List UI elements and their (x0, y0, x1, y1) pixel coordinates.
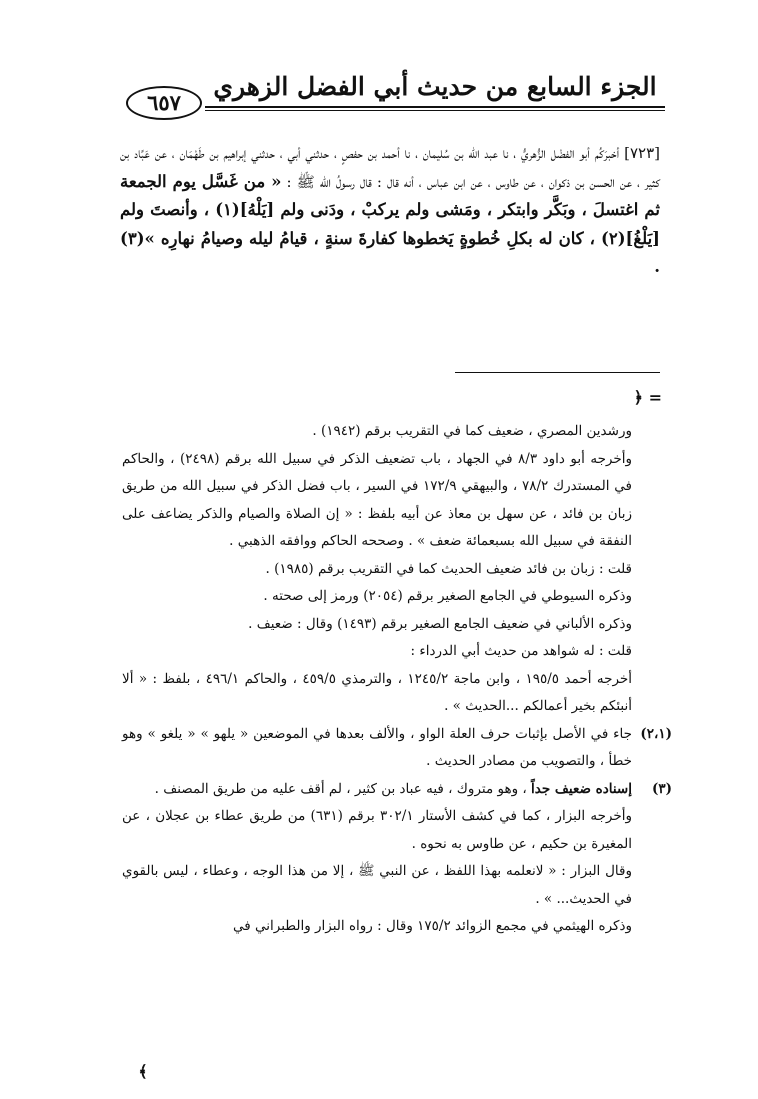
header-rule (205, 106, 665, 108)
footnote-divider (455, 372, 660, 373)
footnote-1-2 (122, 721, 672, 776)
continuation-corner-mark: ﴾ (138, 1062, 148, 1081)
footnote-line: ورشدين المصري ، ضعيف كما في التقريب برقم (١٩٤٢) . (312, 423, 632, 439)
continuation-mark: = ﴿ (633, 388, 662, 407)
isnad-text: [٧٢٣] أخبرَكُم أبو الفضْل الزُّهريُّ ، نا عبد الله بن سُليمان ، نا أحمد بن حفصٍ ، حدثني أبي ، حدثني إبراهيم بن طَهْمَان ، عن عَبَّاد بن كثير ، عن الحسن بن ذكوان ، عن طاوس ، عن ابن عباس ، أنه قال : قال رسولُ الله ﷺ : (120, 144, 660, 191)
footnote-line: وأخرجه أبو داود ٨/٣ في الجهاد ، باب تضعيف الذكر في سبيل الله برقم (٢٤٩٨) ، والحاكم في المستدرك ٧٨/٢ ، والبيهقي ١٧٢/٩ في السير ، باب فضل الذكر في سبيل الله من طريق زبان بن فائد ، عن سهل بن معاذ عن أبيه بلفظ : « إن الصلاة والصيام والذكر يضاعف على النفقة في سبيل الله بسبعمائة ضعف » . وصححه الحاكم ووافقه الذهبي . (122, 450, 632, 549)
footnote-grade: إسناده ضعيف جداً (531, 780, 632, 797)
footnote-line: قلت : له شواهد من حديث أبي الدرداء : (410, 643, 632, 659)
running-title: الجزء السابع من حديث أبي الفضل الزهري (213, 72, 657, 101)
hadith-text-block (120, 140, 660, 282)
hadith-matn: « من غَسَّل يوم الجمعة ثم اغتسلَ ، وبَكَّر وابتكر ، ومَشى ولم يركبْ ، ودَنى ولم [يَلْهُ](١) ، وأنصتَ ولم [يَلْغُ](٢) ، كان له بكلِ خُطوةٍ يَخطوها كفارةَ سنةٍ ، قيامُ ليله وصيامُ نهارِه »(٣) . (120, 171, 660, 276)
footnote-3 (122, 776, 672, 804)
footnote-line: قلت : زبان بن فائد ضعيف الحديث كما في التقريب برقم (١٩٨٥) . (265, 560, 632, 577)
footnote-text: جاء في الأصل بإثبات حرف العلة الواو ، والألف بعدها في الموضعين « يلهو » « يلغو » وهو خطأ ، والتصويب من مصادر الحديث . (122, 725, 632, 769)
footnote-line: وقال البزار : « لانعلمه بهذا اللفظ ، عن النبي ﷺ ، إلا من هذا الوجه ، وعطاء ، ليس بالقوي في الحديث... » . (122, 863, 632, 907)
page-header (110, 68, 665, 118)
footnote-text: ، وهو متروك ، فيه عباد بن كثير ، لم أقف عليه من طريق المصنف . (154, 780, 527, 797)
footnote-line: وذكره الهيثمي في مجمع الزوائد ١٧٥/٢ وقال : رواه البزار والطبراني في (232, 918, 632, 934)
footnotes (122, 418, 672, 941)
footnote-line: وأخرجه البزار ، كما في كشف الأستار ٣٠٢/١ برقم (٦٣١) من طريق عطاء بن عجلان ، عن المغيرة بن حكيم ، عن طاوس به نحوه . (122, 808, 632, 852)
footnote-line: وذكره السيوطي في الجامع الصغير برقم (٢٠٥٤) ورمز إلى صحته . (263, 588, 632, 604)
page-number-badge: ٦٥٧ (126, 86, 202, 120)
footnote-line: وذكره الألباني في ضعيف الجامع الصغير برقم (١٤٩٣) وقال : ضعيف . (248, 615, 632, 632)
footnote-number: (٣) (651, 780, 672, 797)
footnote-line: أخرجه أحمد ١٩٥/٥ ، وابن ماجة ١٢٤٥/٢ ، والترمذي ٤٥٩/٥ ، والحاكم ٤٩٦/١ ، بلفظ : « ألا أنبئكم بخير أعمالكم ...الحديث » . (122, 670, 633, 714)
footnote-number: (٢،١) (640, 725, 672, 742)
header-rule-thin (205, 110, 665, 111)
